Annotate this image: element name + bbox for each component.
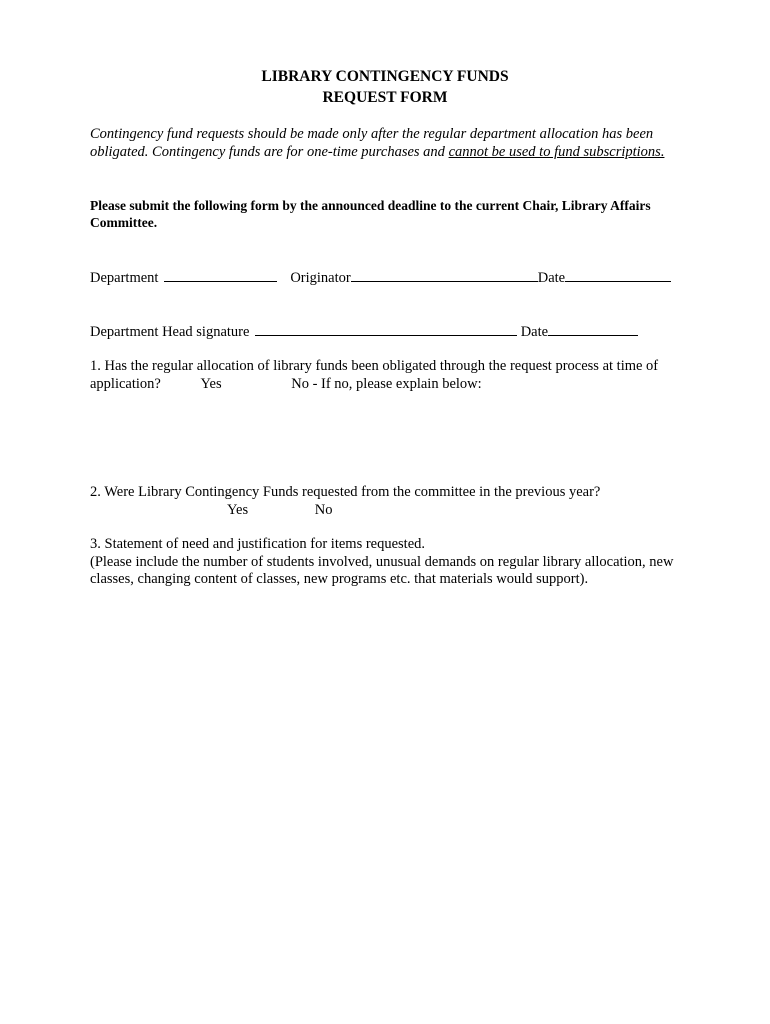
q2-no-option[interactable]: No xyxy=(314,501,333,518)
question-3-text: 3. Statement of need and justification for items requested. xyxy=(90,536,426,552)
title-line-1: LIBRARY CONTINGENCY FUNDS xyxy=(261,68,509,85)
intro-underlined-text: cannot be used to fund subscriptions. xyxy=(448,143,665,160)
department-field[interactable] xyxy=(164,268,277,282)
originator-field[interactable] xyxy=(351,268,538,282)
dept-head-signature-label: Department Head signature xyxy=(90,324,250,340)
question-2 xyxy=(90,484,690,519)
intro-paragraph xyxy=(90,126,690,161)
question-3-detail: (Please include the number of students involved, unusual demands on regular library allocation, new classes, changing content of classes, new programs etc. that materials would support). xyxy=(90,553,674,587)
intro-text: Contingency fund requests should be made only after the regular department allocation has been obligated. Contingency funds are for one-time purchases and xyxy=(90,126,654,160)
question-1 xyxy=(90,358,690,393)
originator-label: Originator xyxy=(290,270,351,286)
date-label-2: Date xyxy=(520,324,549,340)
question-3 xyxy=(90,536,690,589)
date-field-2[interactable] xyxy=(548,322,638,336)
title-line-2: REQUEST FORM xyxy=(322,89,448,106)
department-row xyxy=(90,268,671,287)
q1-no-option[interactable]: No - If no, please explain below: xyxy=(291,375,482,392)
form-title xyxy=(0,66,770,108)
question-2-text: 2. Were Library Contingency Funds requested from the committee in the previous year? xyxy=(90,484,601,500)
q1-yes-option[interactable]: Yes xyxy=(200,375,222,392)
q2-yes-option[interactable]: Yes xyxy=(227,501,249,518)
date-field-1[interactable] xyxy=(565,268,671,282)
department-label: Department xyxy=(90,270,159,286)
question-1-text: 1. Has the regular allocation of library funds been obligated through the request process at time of application? xyxy=(90,358,659,392)
date-label-1: Date xyxy=(537,270,566,286)
submit-instructions: Please submit the following form by the announced deadline to the current Chair, Library Affairs Committee. xyxy=(90,198,651,230)
dept-head-signature-field[interactable] xyxy=(255,322,517,336)
dept-head-row xyxy=(90,322,638,341)
